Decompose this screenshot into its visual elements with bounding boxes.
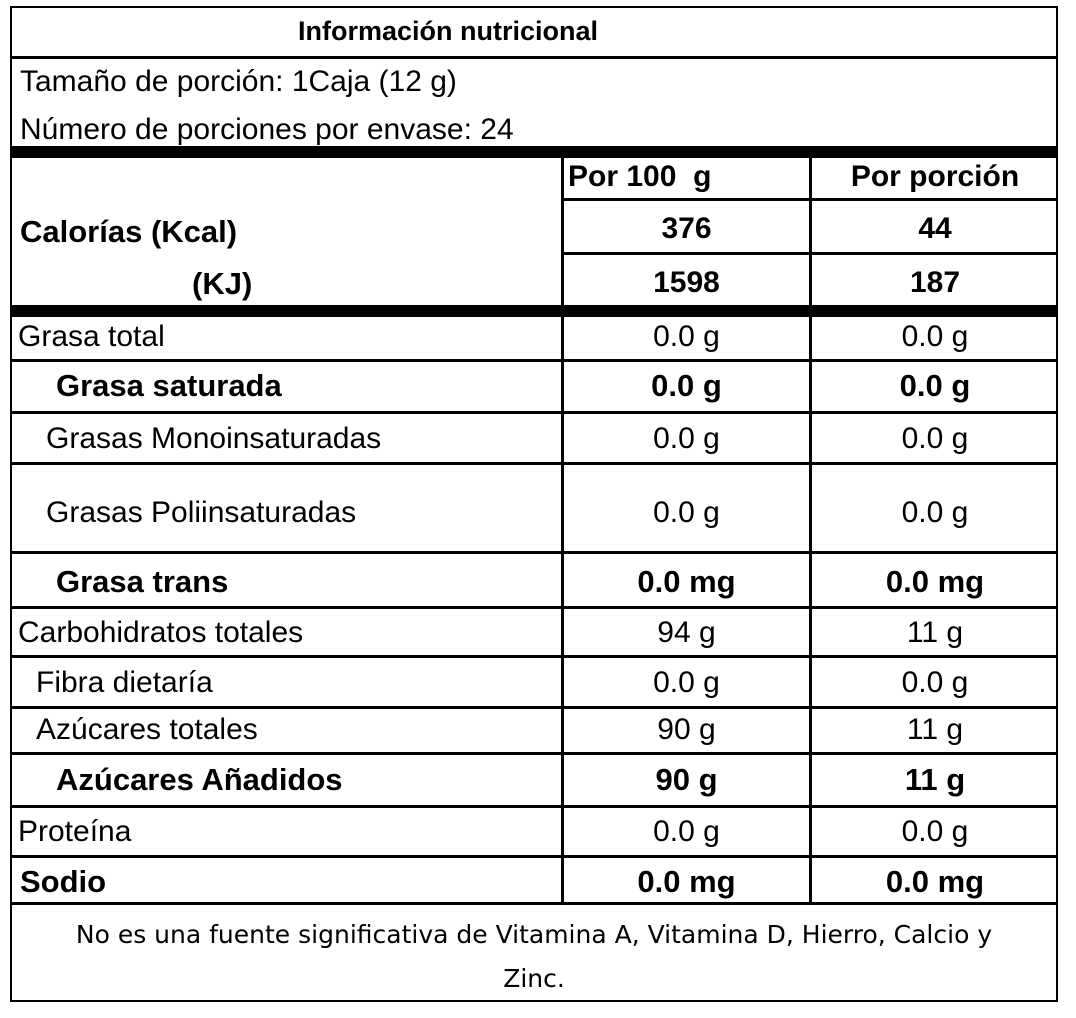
servings-per-container: Número de porciones por envase: 24 [20, 113, 514, 146]
nutrient-label-sodio: Sodio [20, 864, 107, 899]
nutrient-value-per-serving: 0.0 g [901, 666, 969, 699]
nutrient-label-grasa-total: Grasa total [18, 320, 165, 353]
nutrient-value-per-100g: 0.0 mg [637, 864, 736, 899]
nutrient-label-grasas-poliinsaturadas: Grasas Poliinsaturadas [46, 496, 357, 529]
row-rule [10, 359, 1058, 362]
nutrient-label-azucares-anadidos: Azúcares Añadidos [56, 762, 343, 797]
row-rule [10, 902, 1058, 905]
nutrient-value-per-100g: 90 g [657, 713, 716, 746]
nutrient-value-per-serving: 0.0 g [901, 422, 969, 455]
column-header-per-100g: Por 100 g [568, 160, 712, 193]
footer-note-line-1: No es una fuente significativa de Vitamina A, Vitamina D, Hierro, Calcio y [75, 920, 993, 949]
nutrient-label-carbohidratos-totales: Carbohidratos totales [18, 616, 304, 649]
nutrient-value-per-serving: 0.0 g [901, 496, 969, 529]
kj-per-serving: 187 [909, 266, 961, 299]
row-rule [10, 411, 1058, 414]
column-header-per-serving: Por porción [850, 160, 1020, 193]
serving-size: Tamaño de porción: 1Caja (12 g) [20, 65, 457, 98]
nutrient-label-grasa-trans: Grasa trans [56, 564, 229, 599]
row-rule [10, 462, 1058, 465]
thick-rule-below-calories [10, 305, 1058, 317]
row-rule [10, 655, 1058, 658]
nutrient-label-azucares-totales: Azúcares totales [36, 713, 258, 746]
nutrient-value-per-serving: 11 g [904, 762, 966, 797]
row-rule [10, 752, 1058, 755]
nutrient-value-per-serving: 0.0 g [901, 815, 969, 848]
kcal-per-100g: 376 [661, 212, 712, 245]
nutrient-value-per-100g: 0.0 g [653, 815, 720, 848]
nutrient-value-per-serving: 11 g [906, 713, 964, 746]
nutrient-value-per-100g: 94 g [657, 616, 716, 649]
nutrient-value-per-100g: 0.0 g [653, 666, 720, 699]
row-rule [10, 551, 1058, 554]
nutrient-value-per-100g: 90 g [655, 762, 718, 797]
nutrient-value-per-100g: 0.0 g [653, 320, 720, 353]
nutrient-label-grasas-monoinsaturadas: Grasas Monoinsaturadas [46, 422, 382, 455]
thick-rule-below-servings [10, 146, 1058, 158]
nutrient-value-per-100g: 0.0 mg [637, 564, 736, 599]
row-rule [10, 855, 1058, 858]
nutrient-label-fibra-dietaria: Fibra dietaría [36, 666, 213, 699]
nutrient-value-per-serving: 0.0 mg [885, 564, 985, 599]
nutrient-value-per-serving: 0.0 g [901, 320, 969, 353]
rule-below-title [10, 56, 1058, 59]
nutrient-label-grasa-saturada: Grasa saturada [56, 368, 282, 403]
row-rule [10, 706, 1058, 709]
nutrient-value-per-100g: 0.0 g [653, 496, 720, 529]
row-rule [10, 606, 1058, 609]
row-rule [10, 805, 1058, 808]
kcal-per-serving: 44 [918, 212, 952, 245]
nutrient-value-per-100g: 0.0 g [651, 368, 722, 403]
calories-kj-label: (KJ) [192, 266, 253, 301]
nutrient-label-proteina: Proteína [18, 815, 132, 848]
nutrient-value-per-100g: 0.0 g [653, 422, 720, 455]
kj-per-100g: 1598 [653, 266, 720, 299]
nutrient-value-per-serving: 0.0 g [899, 368, 971, 403]
nutrient-value-per-serving: 11 g [906, 616, 964, 649]
table-title: Información nutricional [298, 16, 599, 46]
footer-note-line-2: Zinc. [503, 964, 565, 993]
nutrient-value-per-serving: 0.0 mg [885, 864, 985, 899]
calories-kcal-label: Calorías (Kcal) [20, 214, 238, 249]
